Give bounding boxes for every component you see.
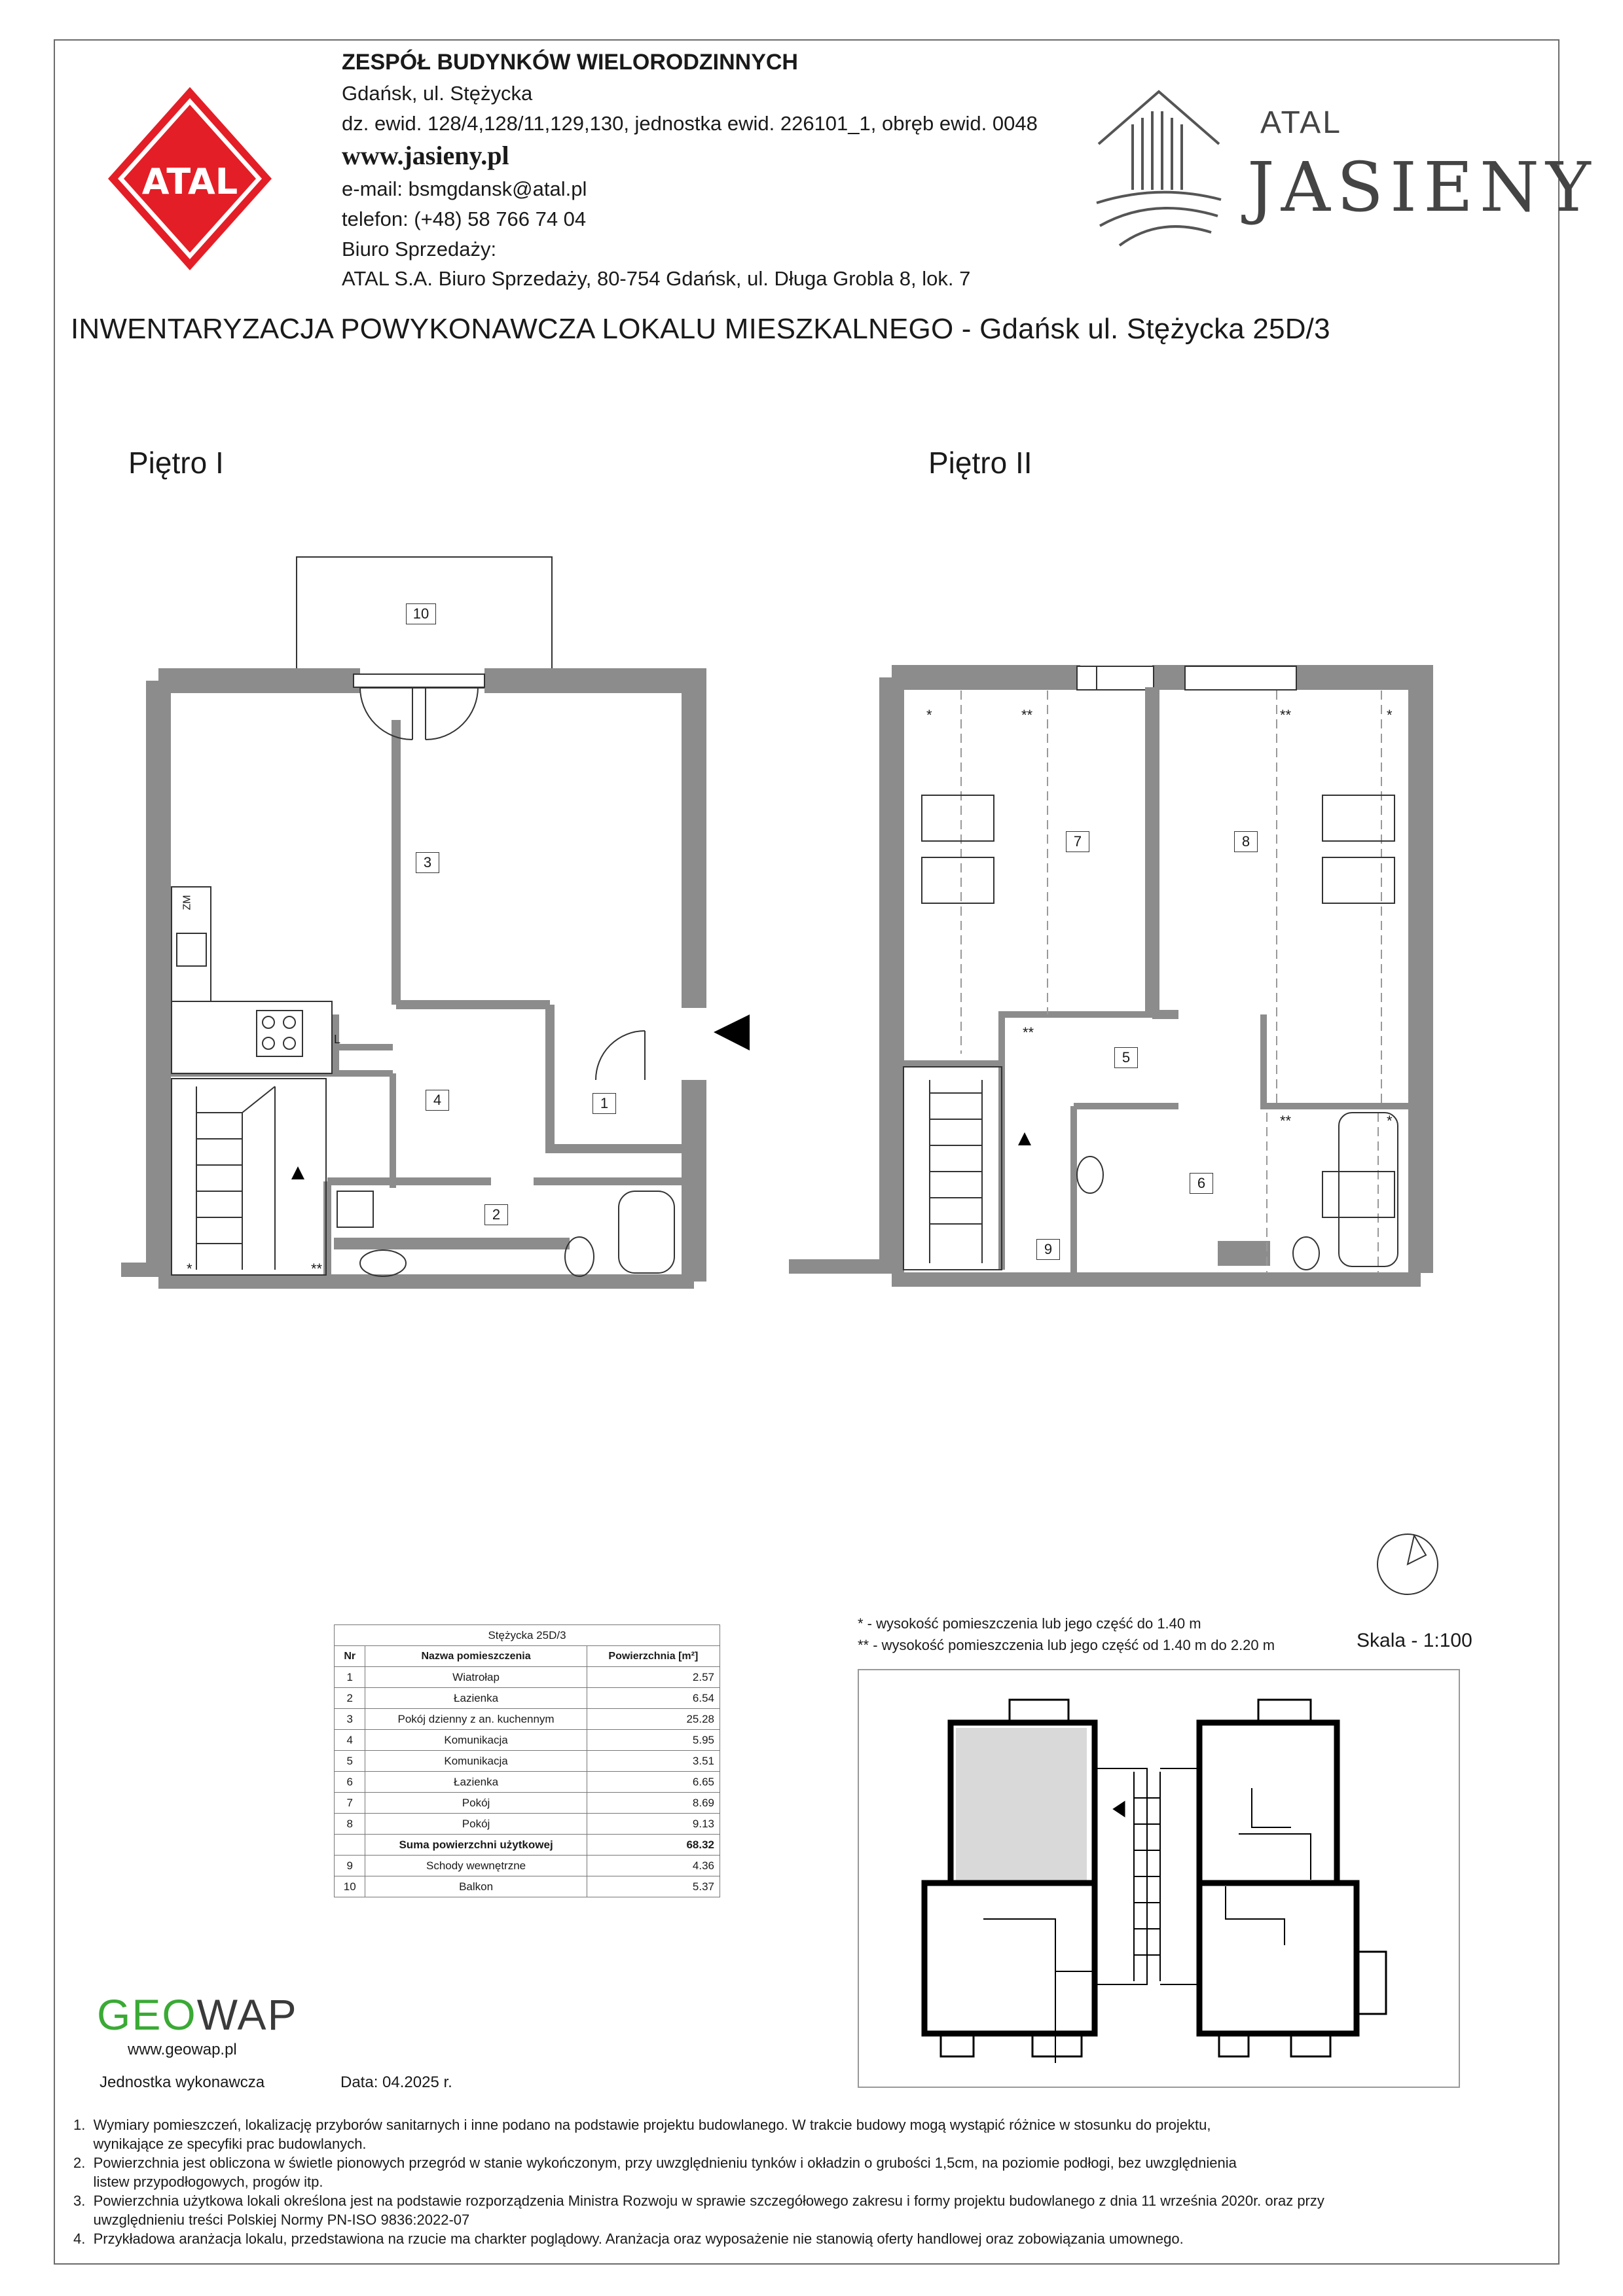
table-caption: Stężycka 25D/3 bbox=[335, 1625, 720, 1646]
executing-unit-label: Jednostka wykonawcza bbox=[100, 2073, 265, 2091]
table-cell-nr: 9 bbox=[335, 1856, 365, 1876]
sales-office-label: Biuro Sprzedaży: bbox=[342, 238, 497, 260]
atal-logo-text: ATAL bbox=[141, 161, 238, 202]
table-row bbox=[335, 1772, 720, 1793]
height-marker-7b: ** bbox=[1021, 707, 1033, 723]
table-cell-nr: 10 bbox=[335, 1876, 365, 1897]
floor-1-label: Piętro I bbox=[128, 446, 224, 480]
height-marker-7a: * bbox=[926, 707, 932, 723]
scale-label: Skala - 1:100 bbox=[1357, 1630, 1472, 1651]
footnote-line: 3. Powierzchnia użytkowa lokali określona jest na podstawie rozporządzenia Ministra Rozwoju w sprawie szczegółowego zakresu i formy projektu budowlanego z dnia 11 września 2020r. oraz przy bbox=[73, 2193, 1324, 2209]
table-cell-nr: 3 bbox=[335, 1709, 365, 1730]
jasieny-brand-small: ATAL bbox=[1260, 105, 1342, 140]
room-label-7: 7 bbox=[1066, 831, 1089, 852]
legend-two-star: ** - wysokość pomieszczenia lub jego część od 1.40 m do 2.20 m bbox=[858, 1637, 1275, 1653]
jasieny-brand-big: JASIENY bbox=[1247, 147, 1597, 227]
room-label-3: 3 bbox=[416, 852, 439, 873]
project-email[interactable]: e-mail: bsmgdansk@atal.pl bbox=[342, 177, 587, 200]
table-cell-area: 3.51 bbox=[587, 1751, 720, 1772]
table-sum-label: Suma powierzchni użytkowej bbox=[365, 1835, 587, 1856]
table-cell-name: Schody wewnętrzne bbox=[365, 1856, 587, 1876]
footnotes bbox=[73, 2115, 1553, 2248]
sink-l-label: L bbox=[334, 1033, 341, 1046]
table-row bbox=[335, 1814, 720, 1835]
table-row bbox=[335, 1688, 720, 1709]
geowap-logo bbox=[97, 1990, 298, 2039]
room-table bbox=[334, 1624, 720, 1897]
table-cell-area: 9.13 bbox=[587, 1814, 720, 1835]
table-cell-nr: 5 bbox=[335, 1751, 365, 1772]
height-marker-8a: * bbox=[1387, 707, 1393, 723]
table-cell-area: 4.36 bbox=[587, 1856, 720, 1876]
legend-one-star: * - wysokość pomieszczenia lub jego część do 1.40 m bbox=[858, 1615, 1201, 1632]
atal-logo bbox=[105, 84, 275, 274]
project-parcel: dz. ewid. 128/4,128/11,129,130, jednostka ewid. 226101_1, obręb ewid. 0048 bbox=[342, 112, 1038, 135]
room-label-2: 2 bbox=[484, 1204, 508, 1225]
table-cell-area: 5.95 bbox=[587, 1730, 720, 1751]
footnote-line: uwzględnieniu treści Polskiej Normy PN-ISO 9836:2022-07 bbox=[73, 2212, 470, 2228]
table-cell-name: Wiatrołap bbox=[365, 1667, 587, 1688]
table-row bbox=[335, 1730, 720, 1751]
project-address: Gdańsk, ul. Stężycka bbox=[342, 82, 533, 105]
floor-2-plan bbox=[786, 661, 1440, 1309]
table-cell-nr: 1 bbox=[335, 1667, 365, 1688]
height-marker-2: ** bbox=[311, 1261, 323, 1277]
room-label-8: 8 bbox=[1234, 831, 1258, 852]
table-cell-area: 25.28 bbox=[587, 1709, 720, 1730]
table-cell-name: Łazienka bbox=[365, 1772, 587, 1793]
footnote-line: 1. Wymiary pomieszczeń, lokalizację przyborów sanitarnych i inne podano na podstawie projektu budowlanego. W trakcie budowy mogą wystąpić różnice w stosunku do projektu, bbox=[73, 2117, 1211, 2133]
table-header-area: Powierzchnia [m²] bbox=[587, 1646, 720, 1667]
north-arrow-icon bbox=[1375, 1532, 1440, 1597]
floor-2-label: Piętro II bbox=[928, 446, 1032, 480]
height-marker-1: * bbox=[187, 1261, 192, 1277]
table-sum-value: 68.32 bbox=[587, 1835, 720, 1856]
table-cell-name: Balkon bbox=[365, 1876, 587, 1897]
footnote-line: wynikające ze specyfiki prac budowlanych. bbox=[73, 2136, 367, 2152]
room-label-4: 4 bbox=[426, 1090, 449, 1111]
table-cell-name: Pokój bbox=[365, 1814, 587, 1835]
table-row bbox=[335, 1856, 720, 1876]
project-website-link[interactable]: www.jasieny.pl bbox=[342, 141, 509, 170]
height-marker-8b: ** bbox=[1280, 707, 1292, 723]
table-cell-area: 6.65 bbox=[587, 1772, 720, 1793]
table-row bbox=[335, 1793, 720, 1814]
table-cell-name: Łazienka bbox=[365, 1688, 587, 1709]
table-cell-nr: 4 bbox=[335, 1730, 365, 1751]
room-label-10: 10 bbox=[406, 603, 436, 624]
geowap-logo-geo: GEO bbox=[97, 1990, 197, 2039]
table-cell-name: Komunikacja bbox=[365, 1751, 587, 1772]
project-title: ZESPÓŁ BUDYNKÓW WIELORODZINNYCH bbox=[342, 50, 798, 75]
page-title: INWENTARYZACJA POWYKONAWCZA LOKALU MIESZKALNEGO - Gdańsk ul. Stężycka 25D/3 bbox=[71, 313, 1330, 345]
sales-office-address: ATAL S.A. Biuro Sprzedaży, 80-754 Gdańsk, ul. Długa Grobla 8, lok. 7 bbox=[342, 267, 971, 290]
height-marker-5: ** bbox=[1023, 1024, 1034, 1041]
table-cell-area: 6.54 bbox=[587, 1688, 720, 1709]
building-overview-plan bbox=[858, 1669, 1460, 2088]
geowap-url[interactable]: www.geowap.pl bbox=[128, 2041, 237, 2058]
table-cell-name: Komunikacja bbox=[365, 1730, 587, 1751]
table-header-name: Nazwa pomieszczenia bbox=[365, 1646, 587, 1667]
table-cell-nr: 8 bbox=[335, 1814, 365, 1835]
table-header-nr: Nr bbox=[335, 1646, 365, 1667]
height-marker-6a: * bbox=[1387, 1113, 1393, 1129]
table-row bbox=[335, 1751, 720, 1772]
footnote-line: listew przypodłogowych, progów itp. bbox=[73, 2174, 323, 2190]
height-marker-6b: ** bbox=[1280, 1113, 1292, 1129]
table-cell-nr: 2 bbox=[335, 1688, 365, 1709]
table-cell-name: Pokój dzienny z an. kuchennym bbox=[365, 1709, 587, 1730]
room-label-5: 5 bbox=[1114, 1047, 1138, 1068]
room-label-1: 1 bbox=[593, 1093, 616, 1114]
table-cell-nr: 6 bbox=[335, 1772, 365, 1793]
jasieny-logo-mark bbox=[1093, 85, 1224, 249]
table-cell-nr: 7 bbox=[335, 1793, 365, 1814]
table-row bbox=[335, 1876, 720, 1897]
table-cell-area: 8.69 bbox=[587, 1793, 720, 1814]
table-row bbox=[335, 1709, 720, 1730]
table-row bbox=[335, 1667, 720, 1688]
floor-1-plan bbox=[111, 550, 779, 1309]
footnote-line: 4. Przykładowa aranżacja lokalu, przedstawiona na rzucie ma charkter poglądowy. Aranżacja oraz wyposażenie nie stanowią oferty handlowej oraz zobowiązania umownego. bbox=[73, 2231, 1184, 2247]
room-label-9: 9 bbox=[1036, 1239, 1060, 1260]
date-label: Data: 04.2025 r. bbox=[340, 2073, 452, 2091]
geowap-logo-wap: WAP bbox=[196, 1990, 298, 2039]
fridge-zm-label: ZM bbox=[181, 895, 193, 910]
room-label-6: 6 bbox=[1190, 1173, 1213, 1194]
project-phone: telefon: (+48) 58 766 74 04 bbox=[342, 207, 587, 230]
footnote-line: 2. Powierzchnia jest obliczona w świetle pionowych przegród w stanie wykończonym, przy uwzględnieniu tynków i okładzin o grubości 1,5cm, na poziomie podłogi, bez uwzględnienia bbox=[73, 2155, 1237, 2171]
table-cell-name: Pokój bbox=[365, 1793, 587, 1814]
table-cell-area: 2.57 bbox=[587, 1667, 720, 1688]
table-cell-area: 5.37 bbox=[587, 1876, 720, 1897]
